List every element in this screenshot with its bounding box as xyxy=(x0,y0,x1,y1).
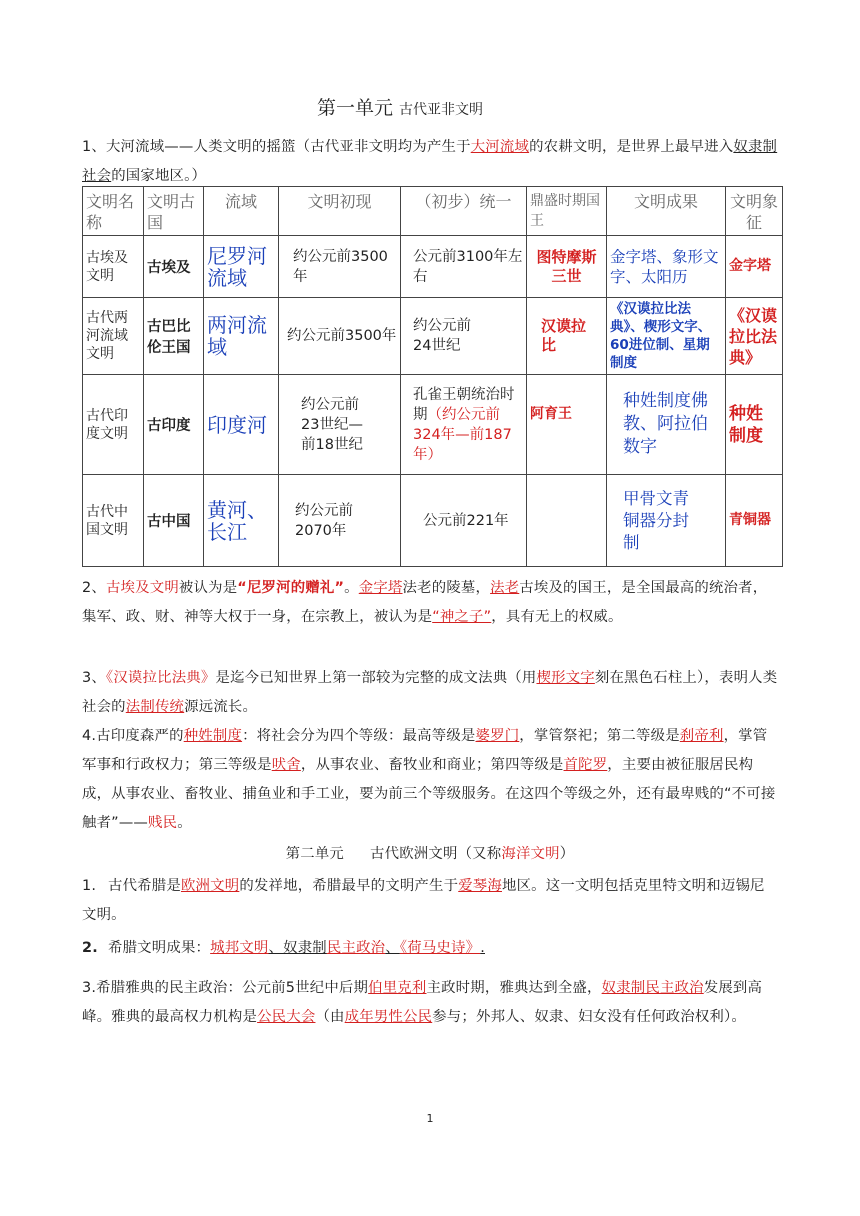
cell-early: 约公元前3500年 xyxy=(279,298,401,375)
unit-title-main: 第一单元 xyxy=(316,97,393,119)
cell-achievements: 《汉谟拉比法典》、楔形文字、60进位制、星期制度 xyxy=(607,298,726,375)
cell-achievements: 种姓制度佛教、阿拉伯数字 xyxy=(607,375,726,475)
cell-king: 图特摩斯三世 xyxy=(527,236,607,298)
table-header-row xyxy=(83,187,783,236)
header-cell: 文明初现 xyxy=(279,187,401,236)
table-row xyxy=(83,298,783,375)
cell-king: 汉谟拉比 xyxy=(527,298,607,375)
cell-state: 古埃及 xyxy=(144,236,204,298)
table-row xyxy=(83,236,783,298)
cell-state: 古印度 xyxy=(144,375,204,475)
header-cell: 文明古国 xyxy=(144,187,204,236)
paragraph-egypt: 2、古埃及文明被认为是“尼罗河的赠礼”。金字塔法老的陵墓，法老古埃及的国王，是全国最高的统治者，集军、政、财、神等大权于一身，在宗教上，被认为是“神之子”，具有无上的权威。 xyxy=(82,580,768,625)
paragraph-greek-achievements: 2. 希腊文明成果：城邦文明、奴隶制民主政治、《荷马史诗》. xyxy=(82,940,485,956)
cell-civ-name: 古代中国文明 xyxy=(83,475,144,567)
cell-early: 约公元前2070年 xyxy=(279,475,401,567)
cell-symbol: 金字塔 xyxy=(726,236,783,298)
cell-unify: 公元前221年 xyxy=(401,475,527,567)
unit-two-title: 第二单元 古代欧洲文明（又称海洋文明） xyxy=(285,846,575,862)
header-cell: 文明象征 xyxy=(726,187,783,236)
cell-civ-name: 古埃及文明 xyxy=(83,236,144,298)
cell-unify: 公元前3100年左右 xyxy=(401,236,527,298)
table-row xyxy=(83,475,783,567)
paragraph-river-valleys: 1、大河流域——人类文明的摇篮（古代亚非文明均为产生于大河流域的农耕文明，是世界上最早进入奴隶制社会的国家地区。） xyxy=(82,139,778,184)
cell-king xyxy=(527,475,607,567)
page-number: 1 xyxy=(426,1112,434,1125)
cell-state: 古中国 xyxy=(144,475,204,567)
civilization-table xyxy=(82,186,783,567)
cell-early: 约公元前23世纪—前18世纪 xyxy=(279,375,401,475)
table-row xyxy=(83,375,783,475)
cell-symbol: 种姓制度 xyxy=(726,375,783,475)
cell-river: 尼罗河流域 xyxy=(204,236,279,298)
cell-unify: 约公元前24世纪 xyxy=(401,298,527,375)
paragraph-caste-system: 4.古印度森严的种姓制度：将社会分为四个等级：最高等级是婆罗门，掌管祭祀；第二等级是刹帝利，掌管军事和行政权力；第三等级是吠舍，从事农业、畜牧业和商业；第四等级是首陀罗，主要由被征服居民构成，从事农业、畜牧业、捕鱼业和手工业，要为前三个等级服务。在这四个等级之外，还有最卑贱的“不可接触者”——贱民。 xyxy=(82,728,776,831)
cell-symbol: 青铜器 xyxy=(726,475,783,567)
header-cell: 流域 xyxy=(204,187,279,236)
cell-king: 阿育王 xyxy=(527,375,607,475)
cell-civ-name: 古代两河流域文明 xyxy=(83,298,144,375)
paragraph-athenian-democracy: 3.希腊雅典的民主政治：公元前5世纪中后期伯里克利主政时期，雅典达到全盛，奴隶制民主政治发展到高峰。雅典的最高权力机构是公民大会（由成年男性公民参与；外邦人、奴隶、妇女没有任何政治权利）。 xyxy=(82,980,763,1025)
header-cell: （初步）统一 xyxy=(401,187,527,236)
cell-river: 印度河 xyxy=(204,375,279,475)
header-cell: 文明成果 xyxy=(607,187,726,236)
cell-unify: 孔雀王朝统治时期（约公元前324年—前187年） xyxy=(401,375,527,475)
cell-early: 约公元前3500年 xyxy=(279,236,401,298)
unit-title-sub: 古代亚非文明 xyxy=(399,102,483,118)
cell-civ-name: 古代印度文明 xyxy=(83,375,144,475)
cell-achievements: 金字塔、象形文字、太阳历 xyxy=(607,236,726,298)
paragraph-greece-origin: 1. 古代希腊是欧洲文明的发祥地，希腊最早的文明产生于爱琴海地区。这一文明包括克里特文明和迈锡尼文明。 xyxy=(82,878,765,923)
cell-symbol: 《汉谟拉比法典》 xyxy=(726,298,783,375)
unit-one-title xyxy=(0,93,800,120)
cell-river: 两河流域 xyxy=(204,298,279,375)
cell-state: 古巴比伦王国 xyxy=(144,298,204,375)
paragraph-code-of-hammurabi: 3、《汉谟拉比法典》是迄今已知世界上第一部较为完整的成文法典（用楔形文字刻在黑色石柱上），表明人类社会的法制传统源远流长。 xyxy=(82,670,778,715)
cell-achievements: 甲骨文青铜器分封制 xyxy=(607,475,726,567)
header-cell: 文明名称 xyxy=(83,187,144,236)
cell-river: 黄河、长江 xyxy=(204,475,279,567)
header-cell: 鼎盛时期国王 xyxy=(527,187,607,236)
